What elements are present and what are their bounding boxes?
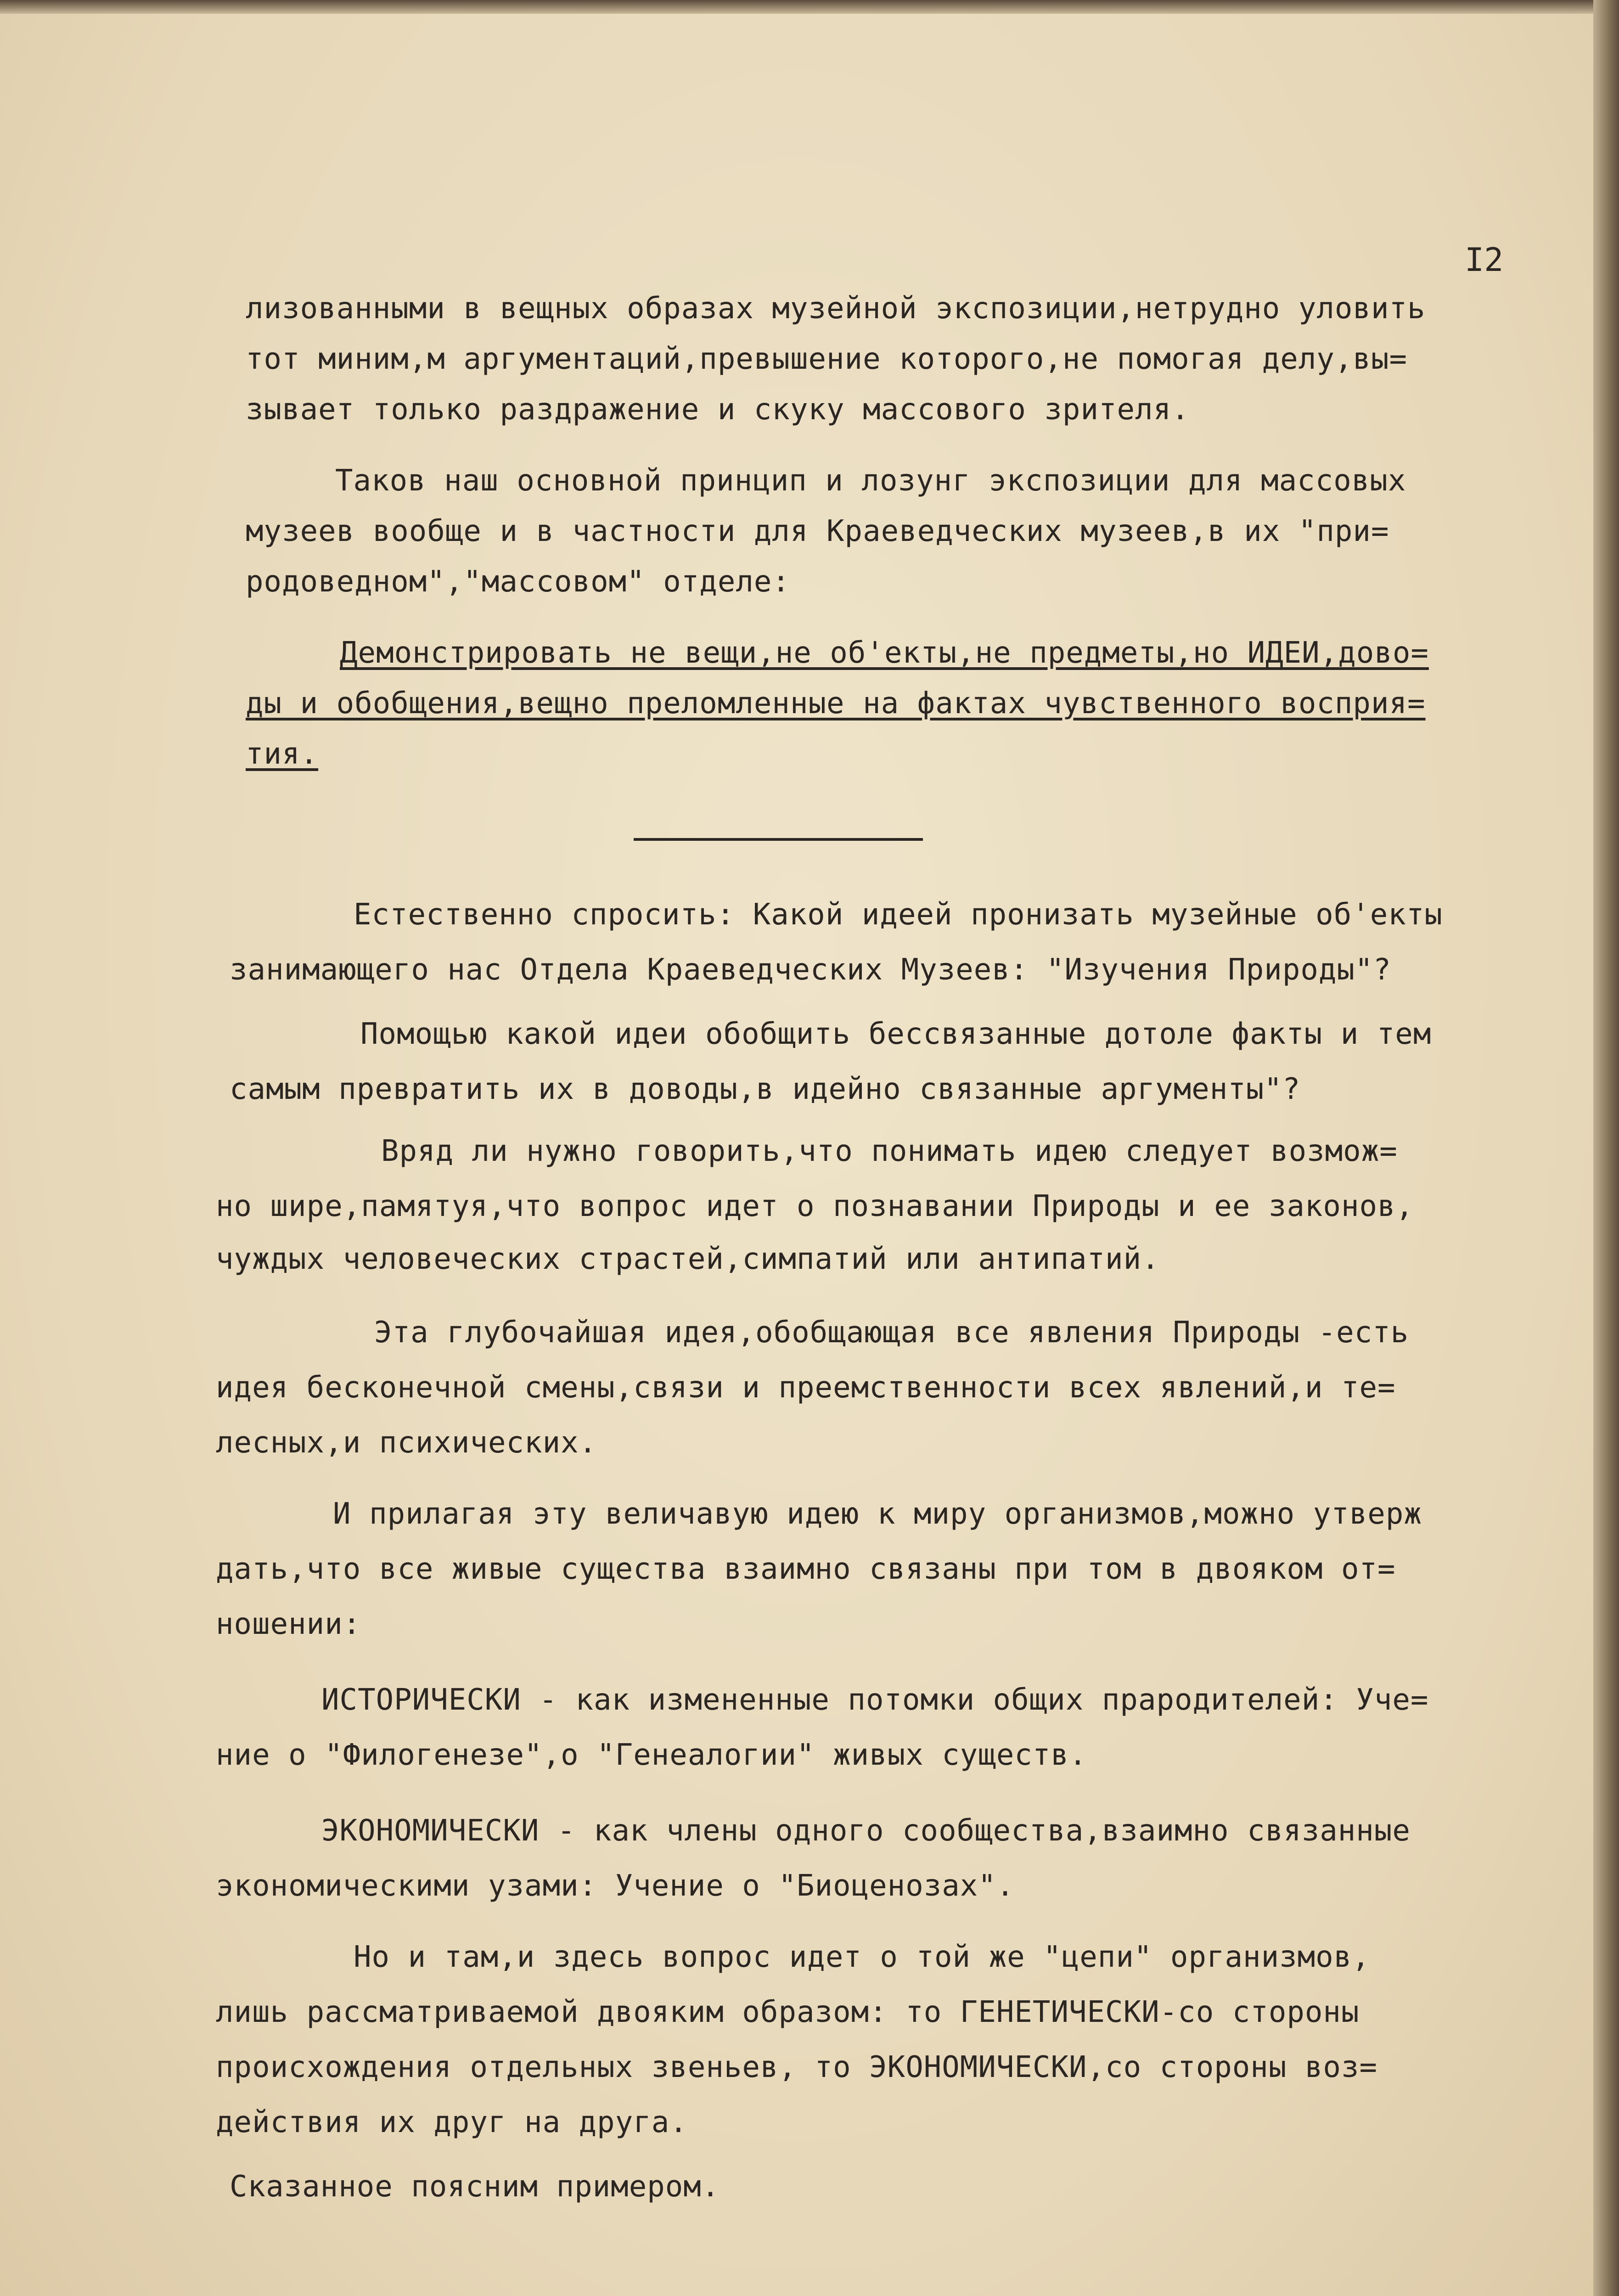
text-line: ние о "Филогенезе",о "Генеалогии" живых существ. <box>216 1738 1087 1772</box>
text-line: происхождения отдельных звеньев, то ЭКОНОМИЧЕСКИ,со стороны воз= <box>216 2050 1377 2084</box>
text-line: зывает только раздражение и скуку массового зрителя. <box>246 393 1190 427</box>
text-line: Эта глубочайшая идея,обобщающая все явления Природы -есть <box>374 1316 1409 1350</box>
text-line: идея бесконечной смены,связи и преемственности всех явлений,и те= <box>216 1371 1396 1405</box>
binding-edge <box>1593 0 1619 2296</box>
text-line: музеев вообще и в частности для Краеведческих музеев,в их "при= <box>246 514 1389 548</box>
page-number: I2 <box>1465 241 1504 279</box>
slogan-line: тия. <box>246 737 319 771</box>
text-line: занимающего нас Отдела Краеведческих Музеев: "Изучения Природы"? <box>230 953 1391 987</box>
slogan-line: Демонстрировать не вещи,не об'екты,не предметы,но ИДЕИ,дово= <box>340 636 1429 670</box>
text-line: Естественно спросить: Какой идеей пронизать музейные об'екты <box>354 898 1443 932</box>
text-line: ношении: <box>216 1607 361 1641</box>
text-line: тот миним,м аргументаций,превышение которого,не помогая делу,вы= <box>246 342 1407 376</box>
text-line: ИСТОРИЧЕСКИ - как измененные потомки общих прародителей: Уче= <box>321 1683 1429 1717</box>
text-line: Но и там,и здесь вопрос идет о той же "цепи" организмов, <box>354 1940 1370 1974</box>
slogan-line: ды и обобщения,вещно преломленные на фактах чувственного восприя= <box>246 687 1426 720</box>
typewritten-page <box>0 14 1593 2296</box>
text-line: лизованными в вещных образах музейной экспозиции,нетрудно уловить <box>246 292 1426 326</box>
text-line: экономическими узами: Учение о "Биоценозах". <box>216 1869 1015 1903</box>
text-line: чуждых человеческих страстей,симпатий или антипатий. <box>216 1242 1160 1276</box>
text-line: ЭКОНОМИЧЕСКИ - как члены одного сообщества,взаимно связанные <box>321 1814 1411 1848</box>
text-line: И прилагая эту величавую идею к миру организмов,можно утверж <box>333 1497 1422 1531</box>
text-line: лесных,и психических. <box>216 1426 597 1460</box>
text-line: родоведном","массовом" отделе: <box>246 565 790 599</box>
scan-top-strip <box>0 0 1593 14</box>
section-divider <box>634 838 923 841</box>
text-line: Вряд ли нужно говорить,что понимать идею следует возмож= <box>381 1134 1398 1168</box>
text-line: но шире,памятуя,что вопрос идет о познавании Природы и ее законов, <box>216 1189 1414 1223</box>
text-line: лишь рассматриваемой двояким образом: то ГЕНЕТИЧЕСКИ-со стороны <box>216 1995 1360 2029</box>
text-line: дать,что все живые существа взаимно связаны при том в двояком от= <box>216 1552 1396 1586</box>
text-line: Таков наш основной принцип и лозунг экспозиции для массовых <box>335 464 1406 498</box>
text-line: действия их друг на друга. <box>216 2105 688 2139</box>
text-line: самым превратить их в доводы,в идейно связанные аргументы"? <box>230 1072 1301 1106</box>
text-line: Сказанное поясним примером. <box>230 2170 720 2204</box>
text-line: Помощью какой идеи обобщить бессвязанные дотоле факты и тем <box>360 1017 1432 1051</box>
